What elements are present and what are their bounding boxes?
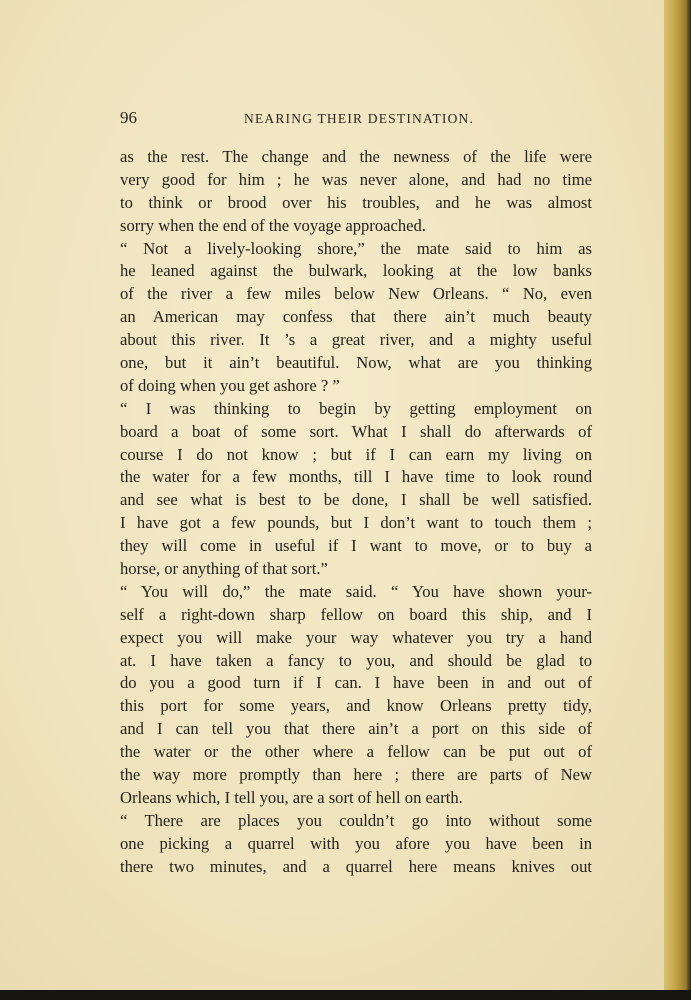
- text-line: about this river. It ’s a great river, and a mighty useful: [120, 330, 592, 350]
- text-line: sorry when the end of the voyage approached.: [120, 215, 426, 235]
- running-title: NEARING THEIR DESTINATION.: [244, 111, 475, 126]
- text-line: I have got a few pounds, but I don’t want to touch them ;: [120, 513, 592, 533]
- body-text: [120, 146, 592, 879]
- text-line: course I do not know ; but if I can earn my living on: [120, 444, 592, 464]
- text-line: and see what is best to be done, I shall be well satisfied.: [120, 490, 592, 510]
- text-line: “ I was thinking to begin by getting employment on: [120, 398, 592, 418]
- page-header: [120, 108, 592, 130]
- text-line: board a boat of some sort. What I shall do afterwards of: [120, 421, 592, 441]
- text-line: one picking a quarrel with you afore you have been in: [120, 833, 592, 853]
- text-line: an American may confess that there ain’t much beauty: [120, 307, 592, 327]
- text-line: and I can tell you that there ain’t a port on this side of: [120, 719, 592, 739]
- text-line: “ You will do,” the mate said. “ You have shown your-: [120, 581, 592, 601]
- text-line: the water for a few months, till I have time to look round: [120, 467, 592, 487]
- text-line: very good for him ; he was never alone, and had no time: [120, 169, 592, 189]
- book-spine-edge: [664, 0, 691, 1000]
- text-line: the water or the other where a fellow can be put out of: [120, 742, 592, 762]
- text-line: Orleans which, I tell you, are a sort of hell on earth.: [120, 787, 463, 807]
- text-line: as the rest. The change and the newness of the life were: [120, 147, 592, 166]
- text-line: the way more promptly than here ; there are parts of New: [120, 765, 592, 785]
- text-line: expect you will make your way whatever you try a hand: [120, 627, 592, 647]
- text-line: at. I have taken a fancy to you, and should be glad to: [120, 650, 592, 670]
- text-line: one, but it ain’t beautiful. Now, what are you thinking: [120, 353, 592, 373]
- text-line: do you a good turn if I can. I have been in and out of: [120, 673, 592, 693]
- text-line: he leaned against the bulwark, looking at the low banks: [120, 261, 592, 281]
- text-line: to think or brood over his troubles, and he was almost: [120, 192, 592, 212]
- text-line: this port for some years, and know Orleans pretty tidy,: [120, 696, 592, 716]
- text-line: of doing when you get ashore ? ”: [120, 375, 340, 395]
- text-line: self a right-down sharp fellow on board this ship, and I: [120, 604, 592, 624]
- text-line: of the river a few miles below New Orleans. “ No, even: [120, 284, 592, 304]
- page-number: 96: [120, 108, 137, 127]
- text-line: there two minutes, and a quarrel here means knives out: [120, 856, 592, 876]
- text-line: “ Not a lively-looking shore,” the mate said to him as: [120, 238, 592, 258]
- text-line: they will come in useful if I want to move, or to buy a: [120, 536, 592, 556]
- text-line: horse, or anything of that sort.”: [120, 559, 328, 579]
- text-line: “ There are places you couldn’t go into without some: [120, 810, 592, 830]
- page-bottom-edge: [0, 990, 691, 1000]
